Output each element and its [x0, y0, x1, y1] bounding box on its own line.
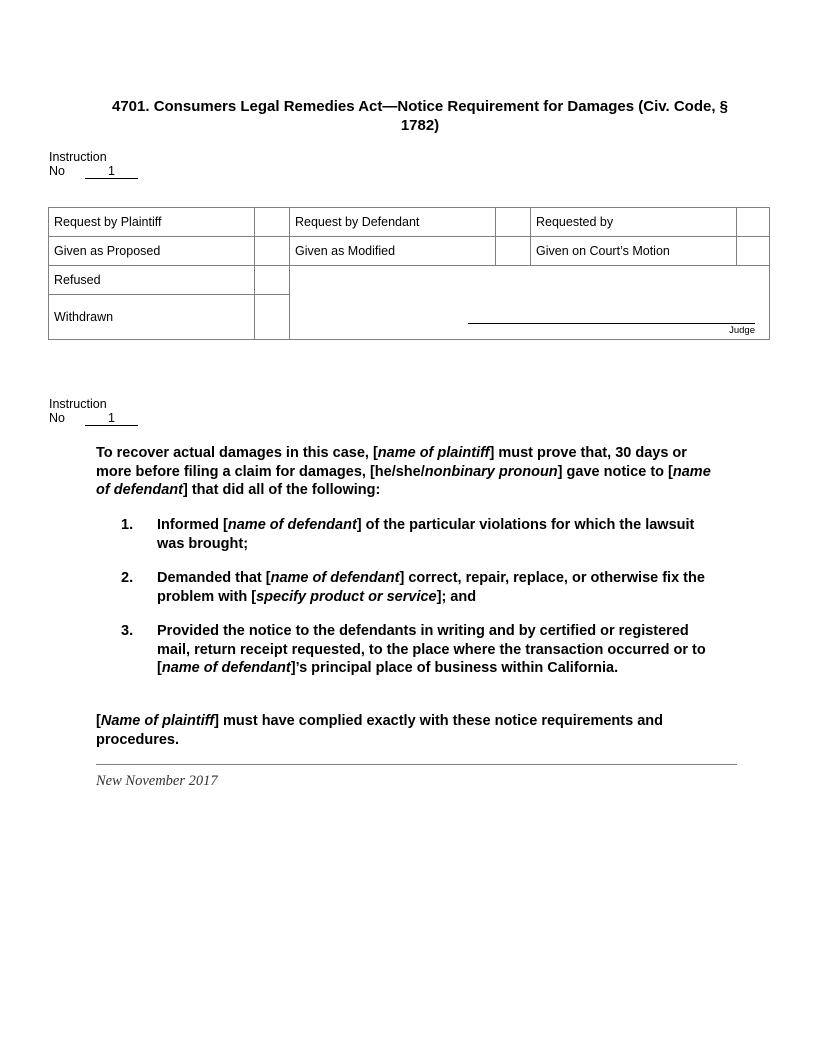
list-text-italic: specify product or service [256, 588, 437, 605]
intro-italic-1: name of plaintiff [377, 445, 490, 461]
judge-signature-area [290, 266, 770, 340]
label-request-by-plaintiff: Request by Plaintiff [49, 208, 255, 237]
instruction-word: Instruction [49, 150, 107, 164]
list-number: 1. [121, 517, 134, 533]
list-text-part: ]’s principal place of business within California. [290, 660, 619, 676]
intro-text-3: ] gave notice to [ [557, 463, 673, 480]
checkbox-given-on-courts-motion[interactable] [737, 237, 770, 266]
intro-italic-2: nonbinary pronoun [424, 463, 558, 480]
revision-note: New November 2017 [96, 773, 218, 789]
list-text-part: ] correct, repair, replace, or otherwise fix the problem with [ [157, 570, 705, 605]
checkbox-requested-by[interactable] [737, 208, 770, 237]
instruction-no-label: No [49, 411, 65, 425]
judge-signature-line[interactable] [468, 323, 755, 324]
instruction-number: 1 [85, 412, 138, 426]
label-given-as-proposed: Given as Proposed [49, 237, 255, 266]
label-request-by-defendant: Request by Defendant [290, 208, 496, 237]
intro-text-4: ] that did all of the following: [183, 482, 381, 498]
checkbox-given-as-proposed[interactable] [255, 237, 290, 266]
closing-text-1: [ [96, 713, 101, 729]
instruction-label-bottom [49, 397, 138, 426]
closing-text-2: ] must have complied exactly with these notice requirements and procedures. [96, 713, 663, 748]
list-text [157, 622, 722, 678]
intro-text-2: ] must prove that, 30 days or more before filing a claim for damages, [he/she/ [96, 445, 687, 480]
instruction-no-label: No [49, 164, 65, 178]
list-text-italic: name of defendant [161, 660, 291, 676]
intro-text-1: To recover actual damages in this case, [ [96, 445, 378, 461]
list-text-italic: name of defendant [270, 570, 400, 586]
checkbox-withdrawn[interactable] [255, 295, 290, 340]
label-refused: Refused [49, 266, 255, 295]
list-text-part: Provided the notice to the defendants in writing and by certified or registered mail, return receipt requested, to the place where the transaction occurred or to [ [157, 623, 706, 676]
page-title: 4701. Consumers Legal Remedies Act—Notice Requirement for Damages (Civ. Code, § 1782) [111, 98, 729, 134]
checkbox-request-by-plaintiff[interactable] [255, 208, 290, 237]
label-requested-by: Requested by [531, 208, 737, 237]
checkbox-given-as-modified[interactable] [496, 237, 531, 266]
list-text-italic: name of defendant [227, 517, 357, 533]
list-text-part: ]; and [436, 588, 477, 605]
divider [96, 764, 737, 765]
checkbox-request-by-defendant[interactable] [496, 208, 531, 237]
instruction-number: 1 [85, 165, 138, 179]
list-text-part: Demanded that [ [157, 570, 271, 586]
closing-italic: Name of plaintiff [100, 713, 215, 729]
list-number: 2. [121, 570, 134, 586]
intro-paragraph [96, 444, 716, 500]
list-text [157, 569, 722, 606]
list-text-part: Informed [ [157, 517, 228, 533]
list-number: 3. [121, 623, 134, 639]
instruction-word: Instruction [49, 397, 107, 411]
checkbox-refused[interactable] [255, 266, 290, 295]
instruction-label-top [49, 150, 138, 179]
label-withdrawn: Withdrawn [49, 295, 255, 340]
list-text-part: ] of the particular violations for which the lawsuit was brought; [157, 517, 695, 552]
closing-paragraph [96, 712, 716, 749]
list-text [157, 516, 722, 553]
intro-italic-3: name of defendant [96, 463, 711, 498]
judge-label: Judge [729, 325, 755, 336]
label-given-on-courts-motion: Given on Court’s Motion [531, 237, 737, 266]
label-given-as-modified: Given as Modified [290, 237, 496, 266]
instruction-disposition-table [48, 207, 770, 340]
